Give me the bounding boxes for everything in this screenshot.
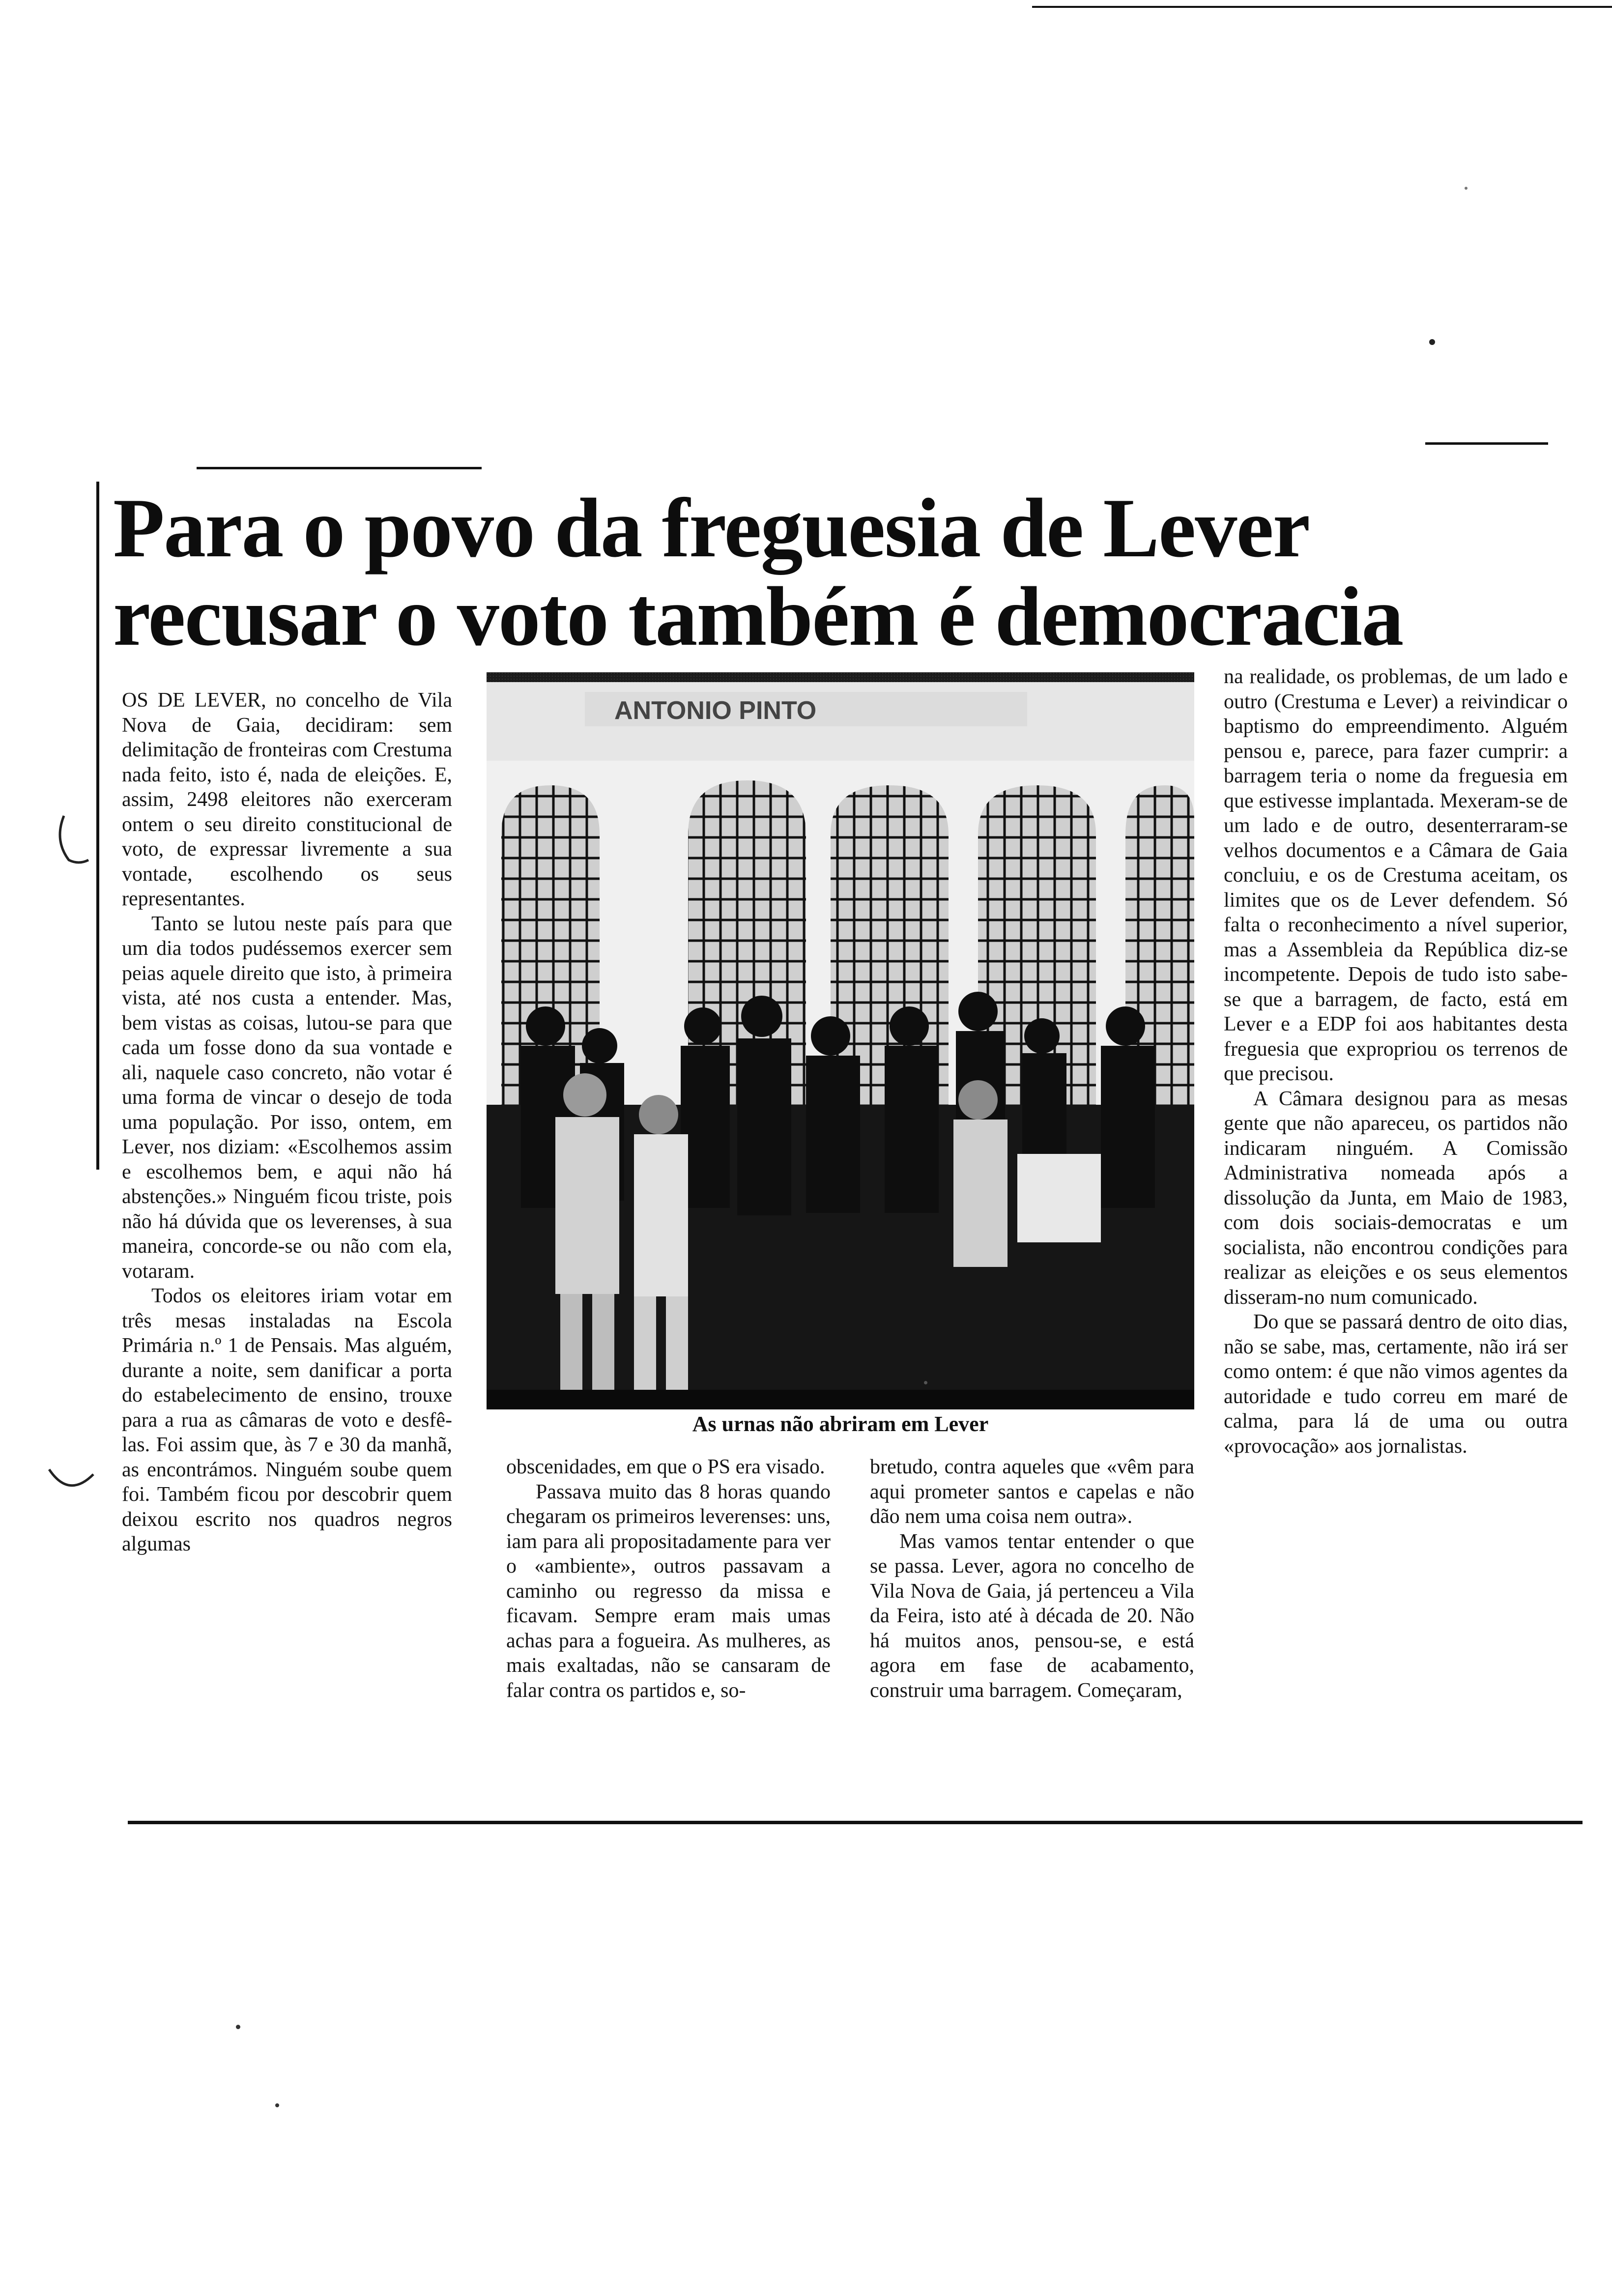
- scan-top-border: [1032, 6, 1612, 8]
- scan-speck: [236, 2025, 240, 2029]
- photo-caption: As urnas não abriram em Lever: [692, 1412, 989, 1436]
- column-4-paragraph-1: na realidade, os problemas, de um lado e outro (Crestuma e Lever) a reivindicar o baptismo do empreendimento. Alguém pensou e, parece, para fazer cumprir: a barragem teria o nome da freguesia em que estivesse implantada. Mexeram-se de um lado e de outro, desenterraram-se velhos documentos e a Câmara de Gaia concluiu, e os de Crestuma aceitam, os limites que os de Lever defendem. Só falta o reconhecimento a nível superior, mas a Assembleia da República diz-se incompetente. Depois de tudo isto sabe-se que a barragem, de facto, está em Lever e a EDP foi aos habitantes desta freguesia que expropriou os terrenos de que precisou.: [1224, 665, 1568, 1085]
- scan-speck: [924, 1381, 927, 1384]
- photo-illustration: [487, 672, 1194, 1409]
- scan-speck: [275, 2103, 279, 2107]
- lead-in: OS DE LEVER,: [122, 689, 266, 712]
- column-1-paragraph-1: [122, 688, 452, 912]
- column-3-paragraph-2: Mas vamos tentar entender o que se passa. Lever, agora no concelho de Vila Nova de Gaia, já pertenceu a Vila da Feira, isto até à década de 20. Não há muitos anos, pensou-se, e está agora em fase de acabamento, construir uma barragem. Começaram,: [870, 1530, 1194, 1702]
- headline-line-1: Para o povo da freguesia de Lever: [113, 482, 1310, 575]
- scan-speck: [1429, 339, 1435, 345]
- building-sign: ANTONIO PINTO: [614, 696, 817, 725]
- article-column-2: [506, 1455, 831, 1799]
- left-margin-rule: [96, 482, 99, 1170]
- scan-speck: [1465, 187, 1468, 190]
- column-2-paragraph-2: Passava muito das 8 horas quando chegaram os primeiros leverenses: uns, iam para ali propositadamente para ver o «ambiente», outros passavam a caminho ou regresso da missa e ficavam. Sempre eram mais umas achas para a fogueira. As mulheres, as mais exaltadas, não se cansaram de falar contra os partidos e, so-: [506, 1480, 831, 1702]
- column-4-paragraph-3: Do que se passará dentro de oito dias, não se sabe, mas, certamente, não irá ser como ontem: é que não vimos agentes da autoridade e tudo correu em maré de calma, para lá de uma ou outra «provocação» aos jornalistas.: [1224, 1311, 1568, 1458]
- column-3-paragraph-1: bretudo, contra aqueles que «vêm para aqui prometer santos e capelas e não dão nem uma coisa nem outra».: [870, 1456, 1194, 1528]
- article-column-1: [122, 688, 452, 1784]
- column-2-paragraph-1: obscenidades, em que o PS era visado.: [506, 1456, 825, 1478]
- news-photo: [487, 672, 1194, 1409]
- column-4-paragraph-2: A Câmara designou para as mesas gente que não apareceu, os partidos não indicaram ninguém. A Comissão Administrativa nomeada após a dissolução da Junta, em Maio de 1983, com dois sociais-democratas e um socialista, não encontrou condições para realizar as eleições e os seus elementos disseram-no num comunicado.: [1224, 1087, 1568, 1309]
- column-1-paragraph-1-text: no concelho de Vila Nova de Gaia, decidiram: sem delimitação de fronteiras com Crestuma nada feito, isto é, nada de eleições. E, assim, 2498 eleitores não exerceram ontem o seu direito constitucional de voto, de expressar livremente a sua vontade, escolhendo os seus representantes.: [122, 689, 452, 910]
- scan-mark-left-bottom: [44, 1464, 98, 1499]
- column-1-paragraph-3: Todos os eleitores iriam votar em três mesas instaladas na Escola Primária n.º 1 de Pensais. Mas alguém, durante a noite, sem danificar a porta do estabelecimento de ensino, trouxe para a rua as câmaras de voto e desfê-las. Foi assim que, às 7 e 30 da manhã, as encontrámos. Ninguém soube quem foi. Também ficou por descobrir quem deixou escrito nos quadros negros algumas: [122, 1285, 452, 1555]
- scan-mark-left-top: [49, 811, 93, 870]
- article-column-3: [870, 1455, 1194, 1799]
- headline-top-rule-right: [1425, 442, 1548, 445]
- headline-line-2: recusar o voto também é democracia: [113, 570, 1403, 663]
- article-column-4: [1224, 664, 1568, 1795]
- headline-top-rule-left: [197, 467, 482, 469]
- column-1-paragraph-2: Tanto se lutou neste país para que um dia todos pudéssemos exercer sem peias aquele direito que isto, à primeira vista, até nos custa a entender. Mas, bem vistas as coisas, lutou-se para que cada um fosse dono da sua vontade e ali, naquele caso concreto, não votar é uma forma de vincar o desejo de toda uma população. Por isso, ontem, em Lever, nos diziam: «Escolhemos assim e escolhemos bem, e aqui não há abstenções.» Ninguém ficou triste, pois não há dúvida que os leverenses, à sua maneira, concorde-se ou não com ela, votaram.: [122, 912, 452, 1283]
- bottom-rule: [128, 1821, 1583, 1824]
